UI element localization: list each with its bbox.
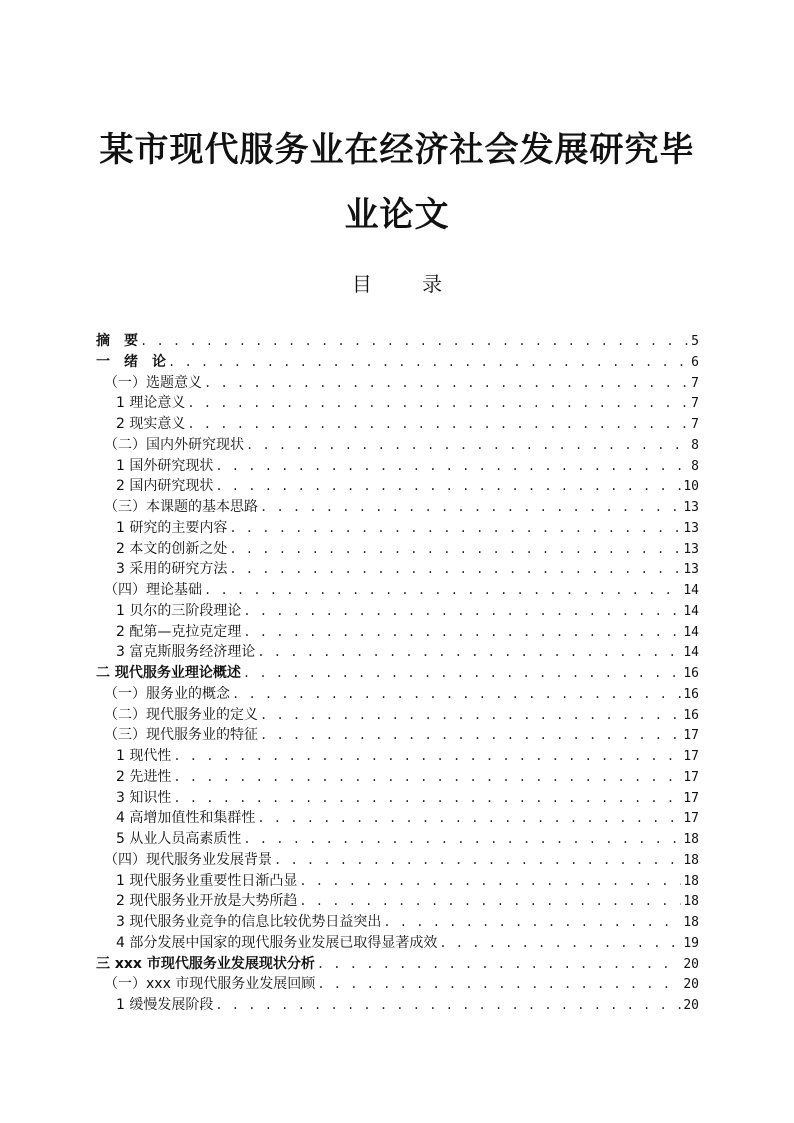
- toc-entry-page: 5: [691, 334, 699, 349]
- toc-dot-leader: [173, 788, 681, 809]
- toc-entry-page: 19: [683, 935, 699, 951]
- toc-dot-leader: [257, 642, 681, 663]
- toc-entry-title: 2 现实意义: [116, 416, 186, 432]
- toc-entry-page: 7: [691, 396, 699, 412]
- toc-entry[interactable]: [96, 497, 699, 518]
- toc-entry-page: 13: [683, 500, 699, 515]
- toc-entry[interactable]: [96, 642, 699, 663]
- toc-entry-page: 20: [683, 956, 699, 972]
- toc-dot-leader: [317, 974, 681, 995]
- toc-entry-page: 13: [683, 562, 699, 578]
- toc-dot-leader: [187, 414, 689, 435]
- toc-dot-leader: [173, 746, 681, 767]
- toc-entry-page: 18: [683, 832, 699, 847]
- toc-entry-page: 16: [683, 686, 699, 702]
- toc-entry[interactable]: [96, 580, 699, 601]
- toc-entry[interactable]: [96, 933, 699, 954]
- toc-entry-title: （四）理论基础: [104, 582, 202, 598]
- toc-entry-title: 2 现代服务业开放是大势所趋: [116, 893, 298, 910]
- toc-entry-title: 4 高增加值性和集群性: [116, 810, 256, 827]
- toc-entry[interactable]: [96, 850, 699, 871]
- toc-dot-leader: [187, 393, 689, 414]
- toc-entry[interactable]: [96, 788, 699, 809]
- toc-dot-leader: [140, 331, 689, 352]
- toc-dot-leader: [439, 933, 681, 954]
- toc-dot-leader: [168, 352, 689, 373]
- toc-entry-title: 2 国内研究现状: [116, 478, 214, 495]
- toc-entry-page: 18: [683, 873, 699, 889]
- toc-entry-page: 17: [683, 728, 699, 744]
- toc-dot-leader: [229, 539, 681, 560]
- toc-entry-title: 4 部分发展中国家的现代服务业发展已取得显著成效: [116, 934, 438, 951]
- toc-entry-title: （二）国内外研究现状: [104, 436, 244, 453]
- toc-entry[interactable]: [96, 476, 699, 497]
- toc-entry-title: 1 现代服务业重要性日渐凸显: [116, 872, 298, 889]
- toc-dot-leader: [243, 601, 681, 622]
- toc-entry[interactable]: [96, 871, 699, 892]
- toc-entry-title: 一 绪 论: [96, 353, 166, 370]
- toc-dot-leader: [260, 497, 681, 518]
- toc-entry-page: 18: [683, 915, 699, 930]
- toc-entry[interactable]: [96, 393, 699, 414]
- toc-entry[interactable]: [96, 414, 699, 435]
- toc-entry[interactable]: [96, 331, 699, 352]
- toc-entry-title: 5 从业人员高素质性: [116, 831, 242, 847]
- toc-entry[interactable]: [96, 974, 699, 995]
- toc-entry[interactable]: [96, 767, 699, 788]
- toc-entry-page: 6: [691, 354, 699, 370]
- toc-entry-title: 1 国外研究现状: [116, 457, 214, 474]
- document-title-line2: 业论文: [344, 195, 450, 235]
- toc-entry[interactable]: [96, 746, 699, 767]
- toc-entry[interactable]: [96, 808, 699, 829]
- toc-entry-title: （二）现代服务业的定义: [104, 706, 258, 723]
- toc-dot-leader: [215, 476, 681, 497]
- toc-entry-title: （一）服务业的概念: [104, 685, 230, 702]
- toc-entry-page: 20: [683, 998, 699, 1013]
- toc-entry[interactable]: [96, 435, 699, 456]
- toc-dot-leader: [204, 373, 689, 394]
- toc-entry[interactable]: [96, 352, 699, 373]
- toc-entry-title: （一）选题意义: [104, 374, 202, 391]
- toc-dot-leader: [232, 684, 681, 705]
- toc-dot-leader: [243, 829, 681, 850]
- toc-entry-page: 16: [683, 707, 699, 723]
- toc-entry-page: 14: [683, 583, 699, 598]
- toc-entry-title: 二 现代服务业理论概述: [96, 665, 241, 681]
- toc-entry[interactable]: [96, 456, 699, 477]
- toc-entry-page: 14: [683, 624, 699, 640]
- toc-entry[interactable]: [96, 705, 699, 726]
- toc-entry-title: 1 贝尔的三阶段理论: [116, 602, 242, 619]
- toc-dot-leader: [257, 808, 681, 829]
- toc-dot-leader: [260, 725, 681, 746]
- toc-entry-title: （三）本课题的基本思路: [104, 499, 258, 515]
- toc-entry[interactable]: [96, 539, 699, 560]
- toc-dot-leader: [215, 456, 689, 477]
- toc-heading: 目 录: [351, 272, 465, 296]
- toc-entry[interactable]: [96, 912, 699, 933]
- toc-entry-title: 3 采用的研究方法: [116, 561, 228, 578]
- toc-entry-page: 13: [683, 520, 699, 536]
- toc-entry[interactable]: [96, 373, 699, 394]
- toc-entry-page: 8: [691, 437, 699, 453]
- toc-entry-title: 3 知识性: [116, 789, 172, 806]
- toc-dot-leader: [173, 767, 681, 788]
- toc-dot-leader: [299, 871, 681, 892]
- toc-entry-page: 17: [683, 749, 699, 764]
- toc-entry[interactable]: [96, 995, 699, 1016]
- toc-dot-leader: [299, 891, 681, 912]
- toc-dot-leader: [274, 850, 681, 871]
- toc-entry-title: （三）现代服务业的特征: [104, 727, 258, 744]
- toc-entry[interactable]: [96, 891, 699, 912]
- toc-dot-leader: [229, 518, 681, 539]
- toc-entry[interactable]: [96, 518, 699, 539]
- toc-entry-page: 20: [683, 977, 699, 993]
- toc-dot-leader: [260, 705, 681, 726]
- toc-entry-page: 14: [683, 603, 699, 619]
- toc-entry[interactable]: [96, 684, 699, 705]
- toc-entry-page: 17: [683, 811, 699, 827]
- toc-entry-page: 10: [683, 479, 699, 495]
- toc-dot-leader: [204, 580, 681, 601]
- toc-entry-page: 8: [691, 458, 699, 474]
- toc-dot-leader: [383, 912, 681, 933]
- toc-entry[interactable]: [96, 954, 699, 975]
- toc-entry-page: 13: [683, 541, 699, 557]
- toc-entry-page: 14: [683, 645, 699, 661]
- toc-entry[interactable]: [96, 829, 699, 850]
- toc-entry-title: 3 富克斯服务经济理论: [116, 644, 256, 661]
- toc-entry-title: （一）xxx 市现代服务业发展回顾: [104, 976, 316, 993]
- toc-entry-title: 1 现代性: [116, 748, 172, 764]
- toc-entry-page: 18: [683, 852, 699, 868]
- toc-entry-title: 1 研究的主要内容: [116, 519, 228, 536]
- toc-dot-leader: [317, 954, 682, 975]
- toc-dot-leader: [243, 622, 681, 643]
- toc-entry-title: 2 先进性: [116, 768, 172, 785]
- toc-entry-page: 16: [683, 666, 699, 681]
- toc-entry-title: （四）现代服务业发展背景: [104, 851, 272, 868]
- document-title-line1: 某市现代服务业在经济社会发展研究毕: [99, 130, 695, 170]
- toc-entry[interactable]: [96, 601, 699, 622]
- table-of-contents: [96, 331, 699, 1016]
- toc-entry-title: 1 缓慢发展阶段: [116, 997, 214, 1013]
- toc-entry-title: 摘 要: [96, 333, 138, 349]
- toc-entry-page: 17: [683, 790, 699, 806]
- toc-entry-page: 18: [683, 894, 699, 910]
- toc-dot-leader: [215, 995, 681, 1016]
- toc-entry-page: 17: [683, 769, 699, 785]
- toc-dot-leader: [243, 663, 681, 684]
- toc-entry-title: 三 xxx 市现代服务业发展现状分析: [96, 955, 315, 972]
- toc-entry-page: 7: [691, 417, 699, 432]
- toc-dot-leader: [229, 559, 681, 580]
- toc-entry-title: 2 本文的创新之处: [116, 540, 228, 557]
- toc-dot-leader: [246, 435, 689, 456]
- toc-entry[interactable]: [96, 725, 699, 746]
- toc-entry-title: 2 配第—克拉克定理: [116, 623, 242, 640]
- toc-entry-page: 7: [691, 375, 699, 391]
- toc-entry[interactable]: [96, 622, 699, 643]
- toc-entry[interactable]: [96, 663, 699, 684]
- toc-entry[interactable]: [96, 559, 699, 580]
- toc-entry-title: 1 理论意义: [116, 395, 186, 412]
- toc-entry-title: 3 现代服务业竞争的信息比较优势日益突出: [116, 914, 382, 930]
